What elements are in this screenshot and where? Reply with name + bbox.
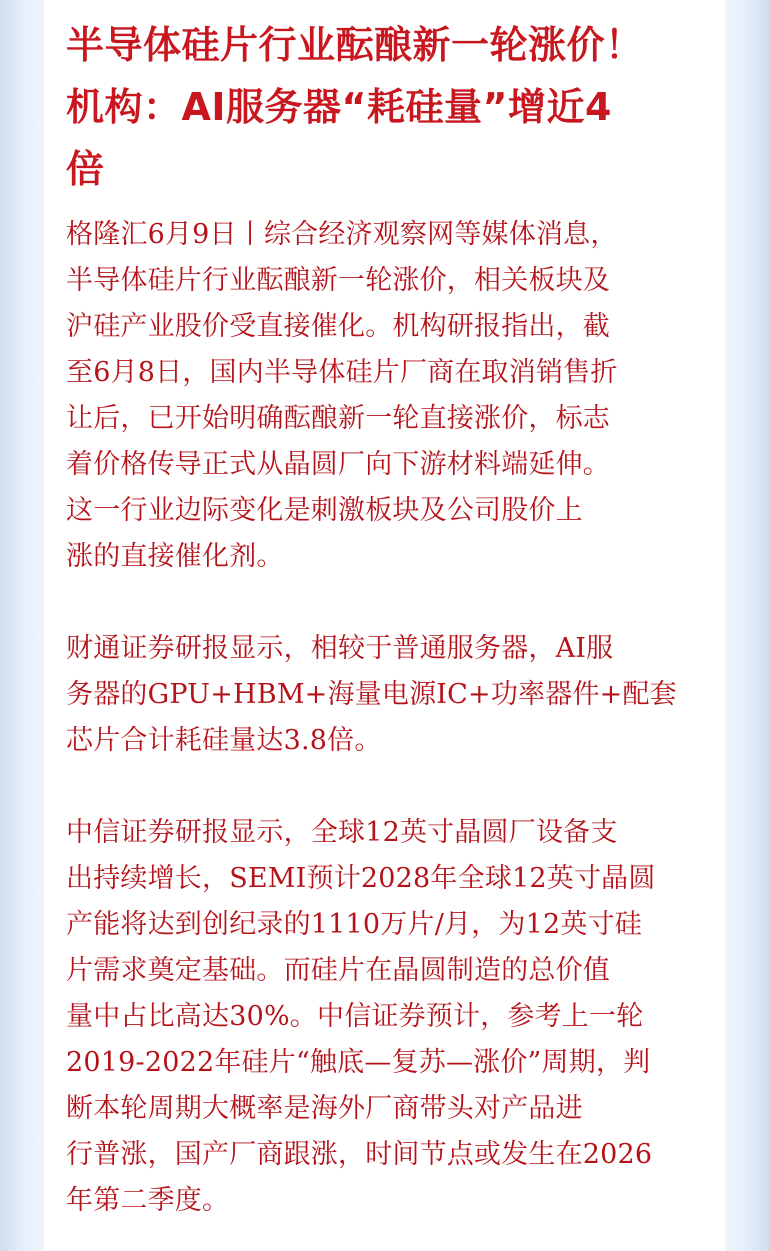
article-paragraph-2: 财通证券研报显示，相较于普通服务器，AI服 务器的GPU+HBM+海量电源IC+功率器件+配套 芯片合计耗硅量达3.8倍。 bbox=[66, 633, 677, 756]
article-paragraph-1: 格隆汇6月9日丨综合经济观察网等媒体消息， 半导体硅片行业酝酿新一轮涨价，相关板块及 沪硅产业股价受直接催化。机构研报指出，截 至6月8日，国内半导体硅片厂商在取消销售折 让后，已开始明确酝酿新一轮直接涨价，标志 着价格传导正式从晶圆厂向下游材料端延伸。 这一行业边际变化是刺激板块及公司股价上 涨的直接催化剂。 bbox=[66, 219, 618, 572]
article-headline: 半导体硅片行业酝酿新一轮涨价！ 机构：AI服务器“耗硅量”增近4 倍 bbox=[66, 23, 644, 191]
paragraph-spacer bbox=[66, 764, 711, 810]
paragraph-spacer bbox=[66, 580, 711, 626]
article-paragraph-3: 中信证券研报显示，全球12英寸晶圆厂设备支 出持续增长，SEMI预计2028年全球12英寸晶圆 产能将达到创纪录的1110万片/月，为12英寸硅 片需求奠定基础。而硅片在晶圆制造的总价值 量中占比高达30%。中信证券预计，参考上一轮 2019-2022年硅片“触底—复苏—涨价”周期，判 断本轮周期大概率是海外厂商带头对产品进 行普涨，国产厂商跟涨，时间节点或发生在2026 年第二季度。 bbox=[66, 817, 656, 1216]
article-body bbox=[66, 212, 711, 1224]
article-card bbox=[44, 0, 725, 1251]
